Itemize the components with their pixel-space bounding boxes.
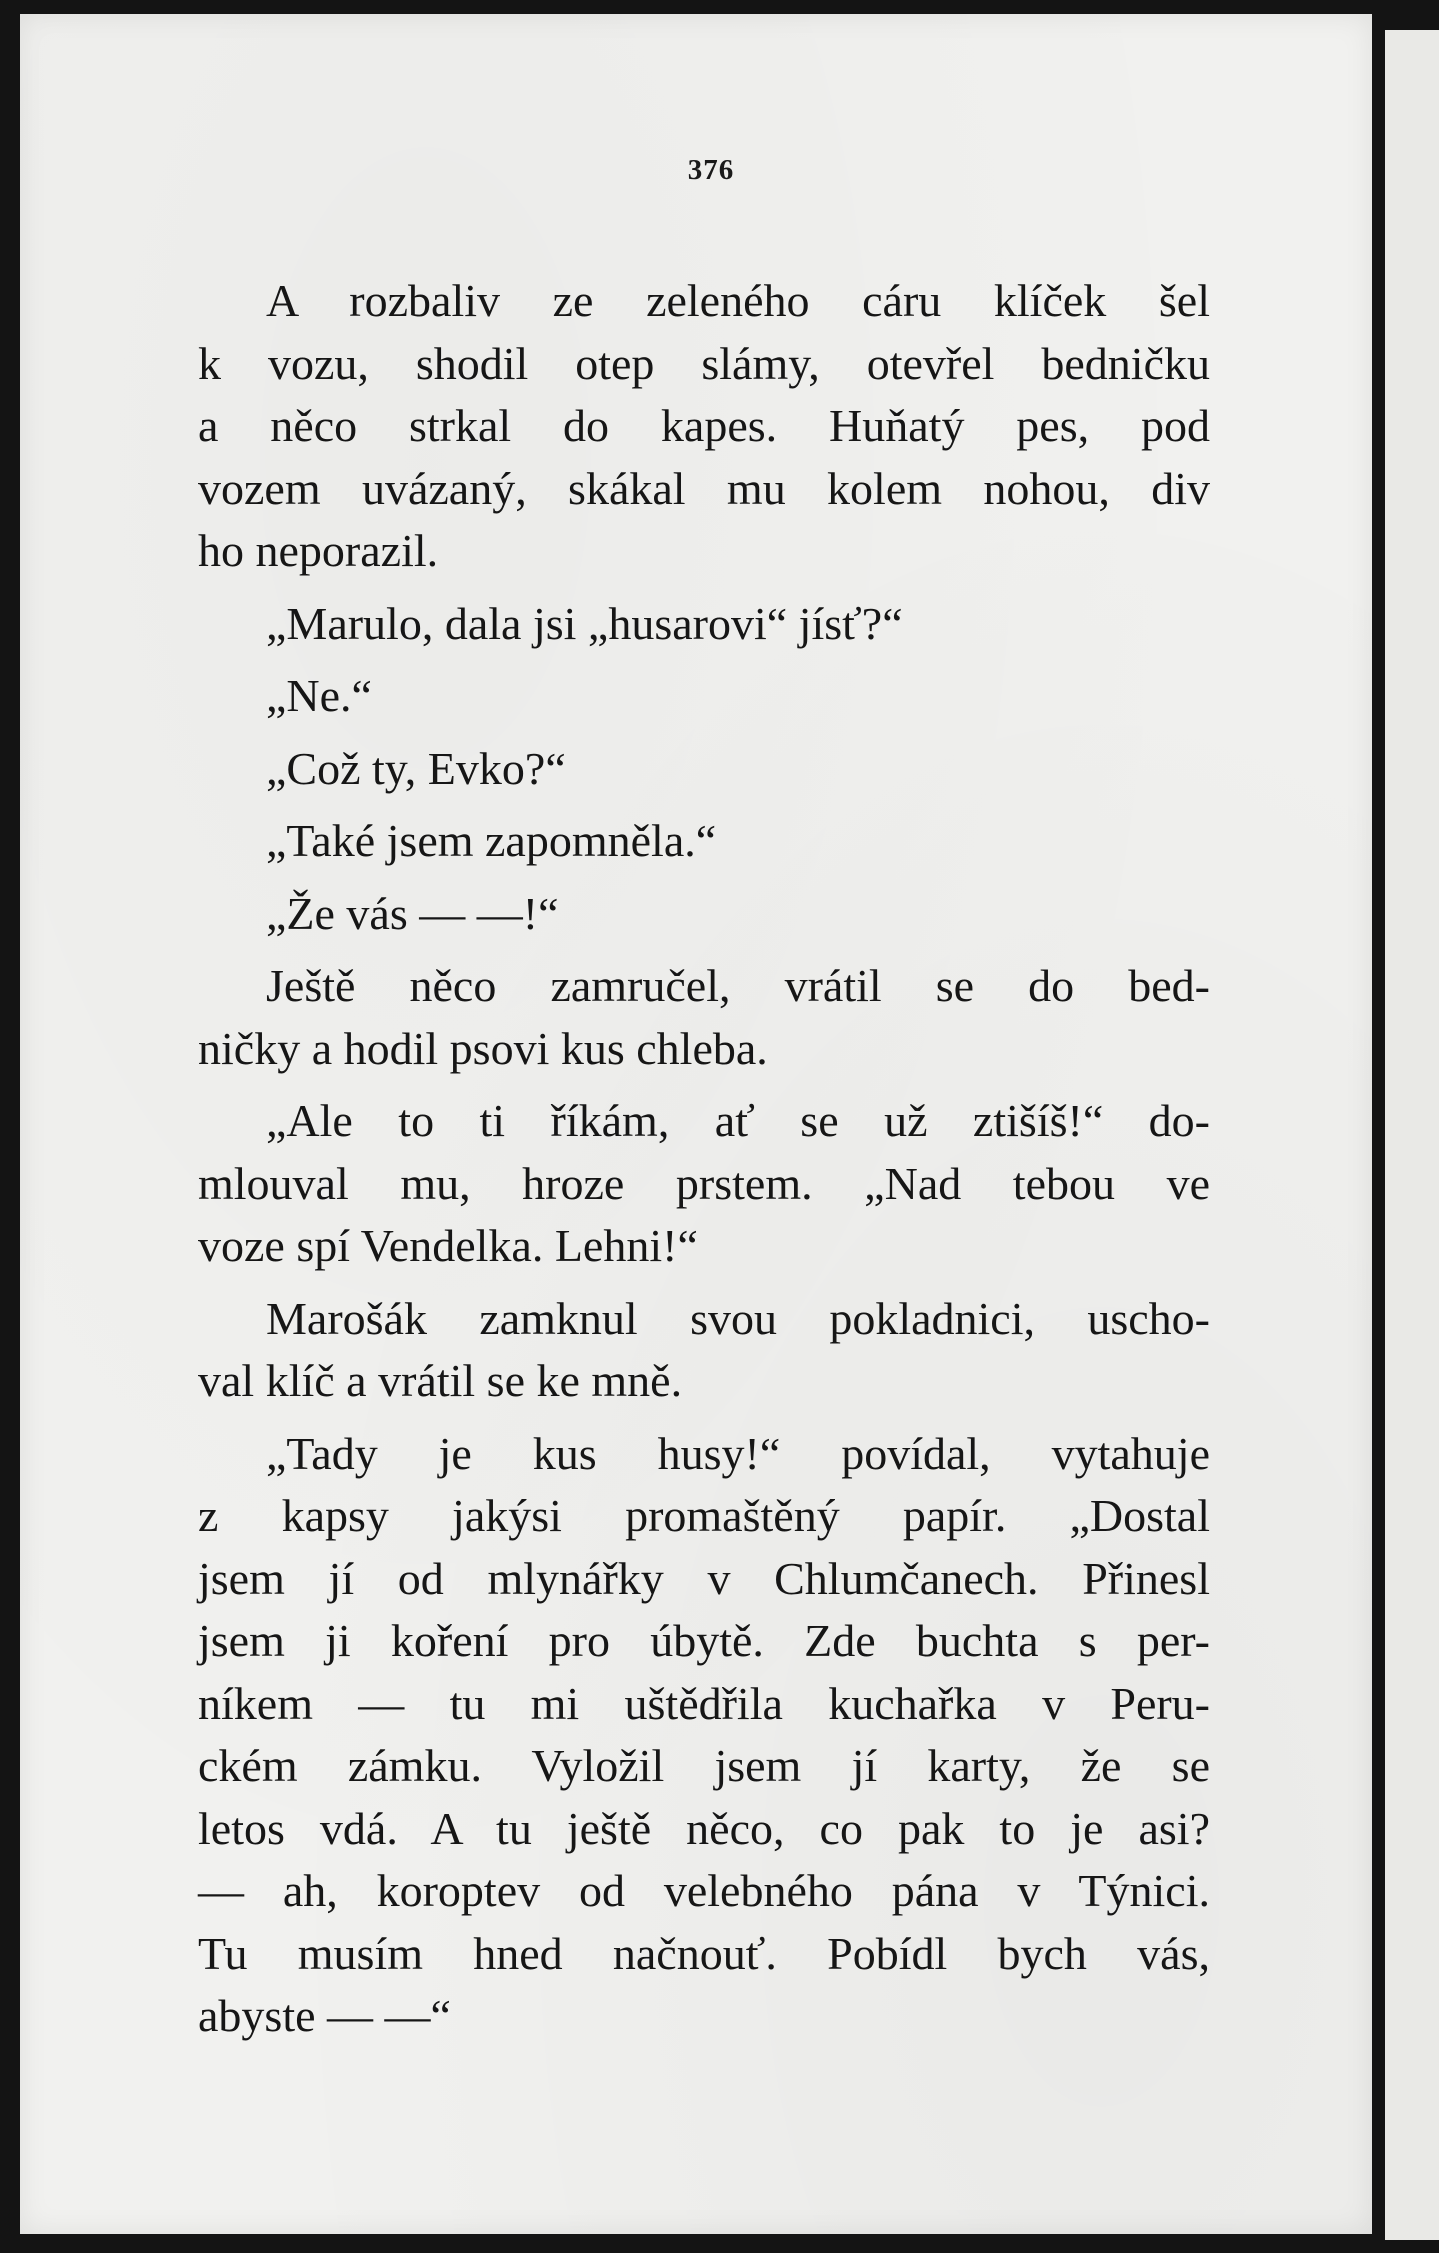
adjacent-page-edge bbox=[1385, 30, 1439, 2240]
text-line: „Také jsem zapomněla.“ bbox=[266, 815, 717, 866]
paragraph bbox=[198, 738, 1210, 801]
text-line: val klíč a vrátil se ke mně. bbox=[198, 1355, 683, 1406]
text-line: z kapsy jakýsi promaštěný papír. „Dostal bbox=[198, 1490, 1210, 1541]
text-line: a něco strkal do kapes. Huňatý pes, pod bbox=[198, 400, 1210, 451]
page-body-text bbox=[198, 270, 1210, 2048]
text-line: níkem — tu mi uštědřila kuchařka v Peru- bbox=[198, 1677, 1210, 1729]
text-line: ckém zámku. Vyložil jsem jí karty, že se bbox=[198, 1740, 1210, 1791]
text-line: mlouval mu, hroze prstem. „Nad tebou ve bbox=[198, 1157, 1210, 1209]
text-line: abyste — —“ bbox=[198, 1990, 451, 2041]
text-line: letos vdá. A tu ještě něco, co pak to je asi? bbox=[198, 1802, 1210, 1854]
paragraph bbox=[198, 593, 1210, 656]
text-line: vozem uvázaný, skákal mu kolem nohou, div bbox=[198, 462, 1210, 514]
text-line: „Ne.“ bbox=[266, 670, 372, 721]
text-line: „Že vás — —!“ bbox=[266, 887, 559, 939]
text-line: Ještě něco zamručel, vrátil se do bed- bbox=[266, 960, 1210, 1011]
paragraph bbox=[198, 665, 1210, 728]
paragraph bbox=[198, 883, 1210, 946]
paragraph bbox=[198, 1423, 1210, 2048]
paragraph bbox=[198, 955, 1210, 1080]
book-page bbox=[20, 14, 1372, 2234]
text-line: „Marulo, dala jsi „husarovi“ jísť?“ bbox=[266, 597, 903, 649]
text-line: A rozbaliv ze zeleného cáru klíček šel bbox=[266, 275, 1210, 326]
text-line: k vozu, shodil otep slámy, otevřel bedničku bbox=[198, 337, 1210, 389]
text-line: „Ale to ti říkám, ať se už ztišíš!“ do- bbox=[266, 1095, 1210, 1146]
text-line: ničky a hodil psovi kus chleba. bbox=[198, 1022, 768, 1074]
text-line: voze spí Vendelka. Lehni!“ bbox=[198, 1220, 698, 1271]
text-line: „Tady je kus husy!“ povídal, vytahuje bbox=[266, 1427, 1210, 1479]
text-line: — ah, koroptev od velebného pána v Týnici. bbox=[198, 1865, 1210, 1916]
text-line: Marošák zamknul svou pokladnici, uscho- bbox=[266, 1292, 1210, 1344]
text-line: jsem jí od mlynářky v Chlumčanech. Přinesl bbox=[198, 1552, 1210, 1604]
page-number: 376 bbox=[687, 154, 735, 186]
text-line: Tu musím hned načnouť. Pobídl bych vás, bbox=[198, 1927, 1210, 1979]
paragraph bbox=[198, 1288, 1210, 1413]
paragraph bbox=[198, 1090, 1210, 1278]
text-line: „Což ty, Evko?“ bbox=[266, 742, 566, 794]
text-line: jsem ji koření pro úbytě. Zde buchta s per- bbox=[198, 1615, 1210, 1666]
text-line: ho neporazil. bbox=[198, 525, 439, 576]
paragraph bbox=[198, 810, 1210, 873]
paragraph bbox=[198, 270, 1210, 583]
